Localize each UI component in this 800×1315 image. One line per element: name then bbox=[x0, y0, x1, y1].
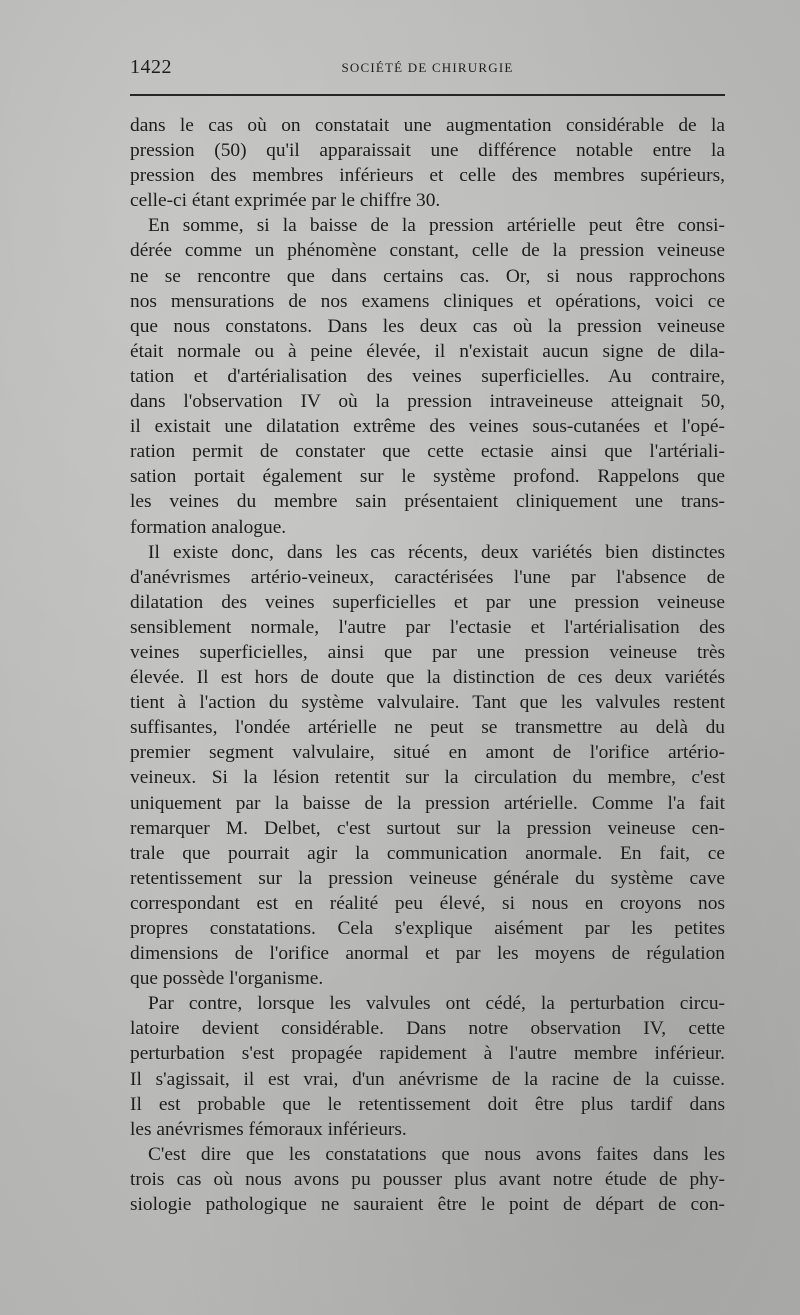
header-rule bbox=[130, 94, 725, 96]
text-line: ration permit de constater que cette ectasie ainsi que l'artériali- bbox=[130, 441, 725, 463]
text-line: perturbation s'est propagée rapidement à l'autre membre inférieur. bbox=[130, 1043, 725, 1065]
text-line: tient à l'action du système valvulaire. Tant que les valvules restent bbox=[130, 692, 725, 714]
text-line: pression des membres inférieurs et celle des membres supérieurs, bbox=[130, 165, 725, 187]
text-line: ne se rencontre que dans certains cas. Or, si nous rapprochons bbox=[130, 265, 725, 287]
text-line: élevée. Il est hors de doute que la distinction de ces deux variétés bbox=[130, 667, 725, 689]
text-line: Il existe donc, dans les cas récents, deux variétés bien distinctes bbox=[148, 541, 725, 563]
text-line: celle-ci étant exprimée par le chiffre 30. bbox=[130, 190, 441, 212]
text-line: formation analogue. bbox=[130, 516, 287, 538]
running-title: SOCIÉTÉ DE CHIRURGIE bbox=[341, 60, 514, 75]
text-line: dilatation des veines superficielles et par une pression veineuse bbox=[130, 591, 725, 613]
text-line: correspondant est en réalité peu élevé, si nous en croyons nos bbox=[130, 892, 725, 914]
text-line: propres constatations. Cela s'explique aisément par les petites bbox=[130, 918, 725, 939]
text-line: les anévrismes fémoraux inférieurs. bbox=[130, 1118, 407, 1140]
text-line: que nous constatons. Dans les deux cas où la pression veineuse bbox=[130, 315, 725, 337]
text-line: suffisantes, l'ondée artérielle ne peut se transmettre au delà du bbox=[130, 717, 725, 739]
text-line: En somme, si la baisse de la pression artérielle peut être consi- bbox=[148, 215, 725, 237]
text-line: uniquement par la baisse de la pression artérielle. Comme l'a fait bbox=[130, 792, 725, 814]
text-line: dérée comme un phénomène constant, celle de la pression veineuse bbox=[130, 240, 725, 262]
text-line: Il est probable que le retentissement doit être plus tardif dans bbox=[130, 1093, 725, 1115]
text-line: premier segment valvulaire, situé en amont de l'orifice artério- bbox=[130, 742, 725, 764]
text-line: était normale ou à peine élevée, il n'existait aucun signe de dila- bbox=[130, 340, 725, 362]
text-line: trale que pourrait agir la communication anormale. En fait, ce bbox=[130, 842, 725, 864]
page-header bbox=[130, 56, 725, 80]
text-line: dimensions de l'orifice anormal et par les moyens de régulation bbox=[130, 943, 725, 965]
text-line: sensiblement normale, l'autre par l'ectasie et l'artérialisation des bbox=[130, 616, 725, 638]
text-line: il existait une dilatation extrême des veines sous-cutanées et l'opé- bbox=[130, 416, 725, 438]
text-line: nos mensurations de nos examens cliniques et opérations, voici ce bbox=[130, 290, 725, 312]
text-line: d'anévrismes artério-veineux, caractérisées l'une par l'absence de bbox=[130, 566, 725, 588]
text-line: siologie pathologique ne sauraient être le point de départ de con- bbox=[130, 1194, 725, 1216]
text-line: retentissement sur la pression veineuse générale du système cave bbox=[130, 867, 725, 889]
text-line: trois cas où nous avons pu pousser plus avant notre étude de phy- bbox=[130, 1168, 725, 1190]
text-line: remarquer M. Delbet, c'est surtout sur la pression veineuse cen- bbox=[130, 817, 725, 839]
text-line: dans l'observation IV où la pression intraveineuse atteignait 50, bbox=[130, 391, 725, 413]
text-line: les veines du membre sain présentaient cliniquement une trans- bbox=[130, 491, 725, 513]
text-line: C'est dire que les constatations que nous avons faites dans les bbox=[148, 1143, 725, 1165]
text-line: pression (50) qu'il apparaissait une différence notable entre la bbox=[130, 140, 725, 162]
text-line: veineux. Si la lésion retentit sur la circulation du membre, c'est bbox=[130, 767, 725, 789]
page-number: 1422 bbox=[130, 56, 172, 78]
text-line: latoire devient considérable. Dans notre observation IV, cette bbox=[130, 1018, 725, 1040]
text-line: sation portait également sur le système profond. Rappelons que bbox=[130, 466, 725, 488]
text-line: dans le cas où on constatait une augmentation considérable de la bbox=[130, 115, 725, 136]
text-line: Il s'agissait, il est vrai, d'un anévrisme de la racine de la cuisse. bbox=[130, 1068, 725, 1090]
body-text bbox=[130, 113, 725, 1217]
text-line: tation et d'artérialisation des veines superficielles. Au contraire, bbox=[130, 365, 725, 387]
text-line: que possède l'organisme. bbox=[130, 968, 324, 990]
text-line: veines superficielles, ainsi que par une pression veineuse très bbox=[130, 641, 725, 663]
text-line: Par contre, lorsque les valvules ont cédé, la perturbation circu- bbox=[148, 993, 725, 1015]
